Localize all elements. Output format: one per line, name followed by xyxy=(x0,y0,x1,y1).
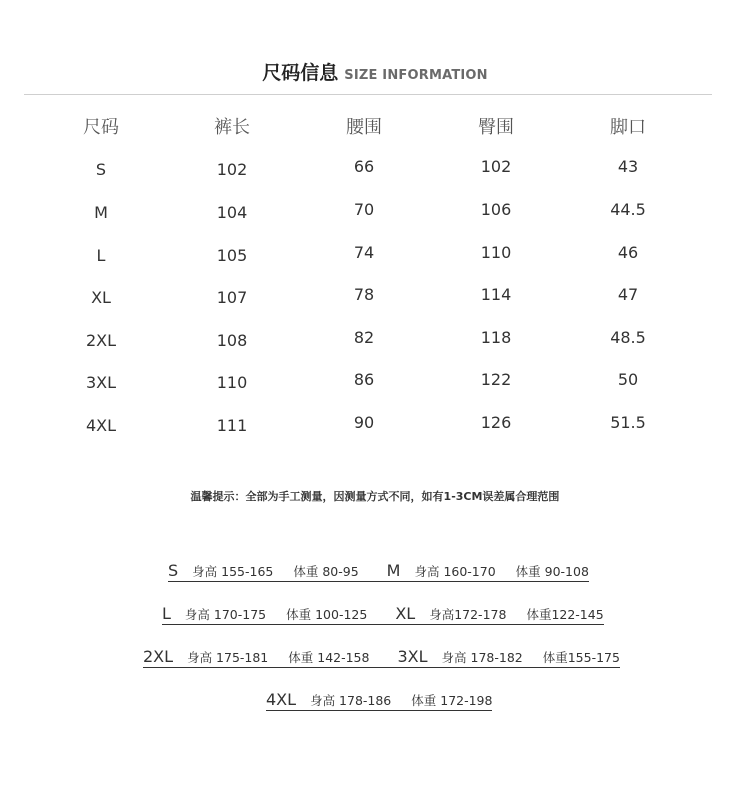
rec-weight: 体重 172-198 xyxy=(411,693,493,708)
cell-leg-opening: 48.5 xyxy=(610,328,646,347)
cell-leg-opening: 43 xyxy=(617,157,639,176)
rec-height: 身高 175-181 xyxy=(187,650,269,665)
cell-size: XL xyxy=(91,288,111,307)
cell-leg-opening: 47 xyxy=(617,285,639,304)
rec-weight: 体重 90-108 xyxy=(515,564,589,579)
rec-height: 身高 178-182 xyxy=(441,650,523,665)
header-leg-opening: 脚口 xyxy=(610,117,646,138)
cell-hip: 106 xyxy=(480,200,512,219)
recommendation-line xyxy=(162,605,604,625)
cell-leg-opening: 44.5 xyxy=(610,200,646,219)
cell-waist: 66 xyxy=(353,157,375,176)
rec-weight: 体重 100-125 xyxy=(286,607,368,622)
rec-size-label: 3XL xyxy=(397,647,428,666)
cell-pants-length: 105 xyxy=(216,246,248,265)
page-title xyxy=(0,58,750,85)
title-divider xyxy=(24,94,712,95)
header-size: 尺码 xyxy=(83,117,119,138)
cell-waist: 86 xyxy=(353,370,375,389)
measurement-note: 温馨提示：全部为手工测量，因测量方式不同，如有1-3CM误差属合理范围 xyxy=(190,490,560,503)
rec-size-label: 4XL xyxy=(266,690,297,709)
rec-size-label: XL xyxy=(395,604,416,623)
recommendation-line xyxy=(168,562,589,582)
rec-weight: 体重 80-95 xyxy=(293,564,359,579)
header-pants-length: 裤长 xyxy=(214,117,250,138)
cell-hip: 114 xyxy=(480,285,512,304)
cell-hip: 102 xyxy=(480,157,512,176)
cell-pants-length: 104 xyxy=(216,203,248,222)
cell-waist: 82 xyxy=(353,328,375,347)
rec-weight: 体重 142-158 xyxy=(288,650,370,665)
cell-pants-length: 107 xyxy=(216,288,248,307)
rec-height: 身高 155-165 xyxy=(192,564,274,579)
cell-hip: 126 xyxy=(480,413,512,432)
cell-size: S xyxy=(95,160,107,179)
cell-size: 4XL xyxy=(85,416,117,435)
header-waist: 腰围 xyxy=(346,117,382,138)
rec-size-label: 2XL xyxy=(143,647,174,666)
rec-height: 身高 178-186 xyxy=(310,693,392,708)
rec-weight: 体重155-175 xyxy=(542,650,620,665)
rec-size-label: M xyxy=(386,561,401,580)
recommendation-line xyxy=(266,691,492,711)
title-english: SIZE INFORMATION xyxy=(344,68,488,83)
cell-size: 3XL xyxy=(85,373,117,392)
title-chinese: 尺码信息 xyxy=(262,62,339,84)
cell-pants-length: 110 xyxy=(216,373,248,392)
cell-hip: 122 xyxy=(480,370,512,389)
header-hip: 臀围 xyxy=(478,117,514,138)
cell-waist: 70 xyxy=(353,200,375,219)
cell-waist: 74 xyxy=(353,243,375,262)
cell-leg-opening: 50 xyxy=(617,370,639,389)
rec-height: 身高 170-175 xyxy=(184,607,267,622)
rec-size-label: S xyxy=(168,561,179,580)
rec-weight: 体重122-145 xyxy=(526,607,604,622)
rec-height: 身高172-178 xyxy=(429,607,507,622)
cell-waist: 78 xyxy=(353,285,375,304)
rec-height: 身高 160-170 xyxy=(414,564,496,579)
cell-waist: 90 xyxy=(353,413,375,432)
rec-size-label: L xyxy=(162,604,171,623)
cell-leg-opening: 46 xyxy=(617,243,639,262)
cell-pants-length: 102 xyxy=(216,160,248,179)
cell-pants-length: 108 xyxy=(216,331,248,350)
cell-size: M xyxy=(94,203,108,222)
cell-pants-length: 111 xyxy=(216,416,248,435)
cell-hip: 118 xyxy=(480,328,512,347)
cell-size: L xyxy=(96,246,106,265)
cell-leg-opening: 51.5 xyxy=(610,413,646,432)
recommendation-line xyxy=(143,648,620,668)
cell-size: 2XL xyxy=(85,331,117,350)
cell-hip: 110 xyxy=(480,243,512,262)
